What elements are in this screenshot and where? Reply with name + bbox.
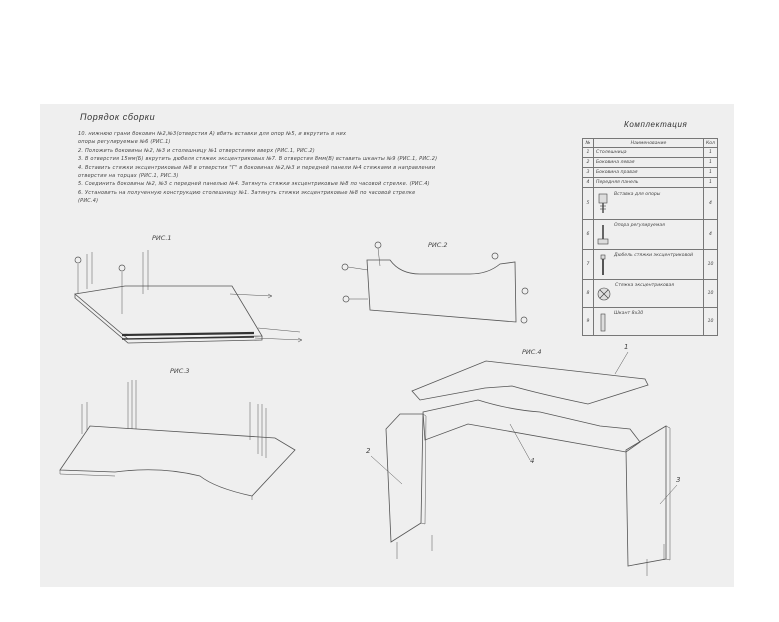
- screw-head: [375, 242, 381, 248]
- leader-line: [615, 352, 628, 374]
- callout-1: 1: [624, 343, 629, 351]
- figure-3-label: РИС.3: [170, 367, 190, 375]
- kit-row-num: 4: [583, 178, 594, 188]
- leader-line: [371, 456, 402, 484]
- kit-row-name: Шкант 8х30: [614, 310, 644, 316]
- kit-row-qty: 1: [703, 148, 717, 158]
- desk-left-side: [386, 414, 423, 542]
- arrow-line: [258, 328, 300, 332]
- screw-head: [342, 264, 348, 270]
- kit-row-qty: 1: [703, 168, 717, 178]
- tabletop-panel: [60, 426, 295, 496]
- kit-row-qty: 10: [703, 280, 717, 308]
- kit-title: Комплектация: [624, 120, 688, 129]
- callout-2: 2: [366, 447, 371, 455]
- kit-header-name: Наименование: [594, 139, 704, 148]
- figure-2-label: РИС.2: [428, 241, 448, 249]
- kit-row-qty: 4: [703, 188, 717, 220]
- step-line: (РИС.4): [78, 198, 99, 205]
- step-line: 3. В отверстия 15мм(Б) вкрутить дюбеля стяжек эксцентриковых №7. В отверстия 8мм(В) вставить шканты №9 (РИС.1, РИС.2): [78, 156, 438, 163]
- kit-row-num: 7: [583, 250, 594, 280]
- desk-right-edge: [666, 426, 670, 560]
- figure-4-drawing: [371, 352, 677, 576]
- kit-row-num: 6: [583, 220, 594, 250]
- kit-header-num: №: [583, 139, 594, 148]
- screw-head: [119, 265, 125, 271]
- front-panel: [367, 260, 516, 322]
- assembly-instruction-sheet: [40, 104, 734, 587]
- kit-row-qty: 1: [703, 178, 717, 188]
- screw-head: [75, 257, 81, 263]
- kit-row-name: Опора регулируемая: [614, 222, 665, 228]
- kit-row-qty: 4: [703, 220, 717, 250]
- kit-row-num: 5: [583, 188, 594, 220]
- figure-1-drawing: [75, 250, 302, 343]
- step-line: 5. Соединить боковины №2, №3 с передней панелью №4. Затянуть стяжки эксцентриковые №8 по часовой стрелке. (РИС.4): [78, 181, 430, 188]
- kit-row-qty: 10: [703, 250, 717, 280]
- kit-row-num: 8: [583, 280, 594, 308]
- side-panel-thick-edge: [122, 337, 254, 339]
- figure-1-label: РИС.1: [152, 234, 172, 242]
- desk-tabletop: [412, 361, 648, 404]
- kit-row-name: Столешница: [594, 148, 704, 158]
- kit-row-qty: 1: [703, 158, 717, 168]
- assembly-title: Порядок сборки: [80, 112, 156, 122]
- kit-row-num: 3: [583, 168, 594, 178]
- kit-row-name: Вставка для опоры: [614, 191, 661, 197]
- kit-row-num: 2: [583, 158, 594, 168]
- step-line: 10. нижнюю грани боковин №2,№3(отверстия А) вбить вставки для опор №5, и вкрутить в них: [78, 131, 347, 137]
- figure-2-drawing: [342, 242, 528, 323]
- step-line: опоры регулируемые №6 (РИС.1): [78, 139, 171, 146]
- leader-line: [660, 485, 677, 504]
- step-line: 4. Вставить стяжки эксцентриковые №8 в отверстия "Г" в боковинах №2,№3 и передней панели №4 стяжками в направлении: [78, 164, 436, 171]
- kit-row-name: Дюбель стяжки эксцентриковой: [614, 252, 693, 258]
- desk-right-side: [626, 426, 666, 566]
- kit-row-num: 1: [583, 148, 594, 158]
- figure-4-label: РИС.4: [522, 348, 542, 356]
- kit-row-num: 9: [583, 308, 594, 336]
- kit-row-name: Стяжка эксцентриковая: [615, 282, 675, 288]
- desk-front-panel: [423, 400, 640, 452]
- screw-head: [521, 317, 527, 323]
- kit-row-name: Боковина правая: [594, 168, 704, 178]
- kit-header-qty: Кол: [703, 139, 717, 148]
- kit-row-qty: 10: [703, 308, 717, 336]
- arrow-line: [378, 248, 380, 266]
- side-panel-thick-edge: [122, 333, 254, 335]
- screw-head: [522, 288, 528, 294]
- side-panel-edge: [75, 294, 262, 343]
- kit-row-name: Передняя панель: [594, 178, 704, 188]
- kit-row-name: Боковина левая: [594, 158, 704, 168]
- step-line: 2. Положить боковины №2, №3 и столешницу №1 отверстиями вверх (РИС.1, РИС.2): [78, 147, 315, 154]
- callout-4: 4: [530, 457, 535, 465]
- screw-head: [343, 296, 349, 302]
- assembly-drawings: [40, 104, 734, 587]
- step-line: отверстия на торцах (РИС.1, РИС.3): [78, 173, 179, 180]
- figure-3-drawing: [60, 380, 295, 500]
- arrow-line: [348, 267, 368, 270]
- step-line: 6. Установить на полученную конструкцию столешницу №1. Затянуть стяжки эксцентриковые №8 по часовой стрелке: [78, 189, 416, 196]
- leader-line: [510, 424, 530, 460]
- callout-3: 3: [676, 476, 681, 484]
- arrow-line: [230, 294, 272, 296]
- screw-head: [492, 253, 498, 259]
